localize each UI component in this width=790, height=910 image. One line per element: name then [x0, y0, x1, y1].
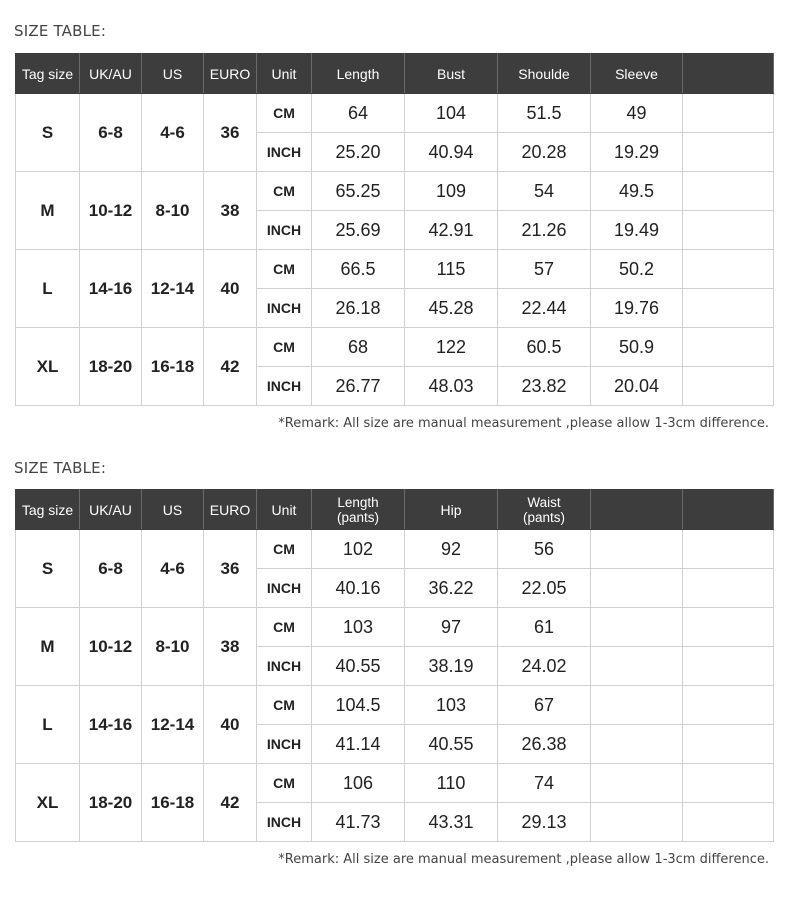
unit-inch-cell: INCH [257, 289, 312, 328]
uk-au-cell: 10-12 [80, 172, 142, 250]
uk-au-cell: 18-20 [80, 328, 142, 406]
measurement-cm-cell: 57 [498, 250, 591, 289]
us-size-cell: 8-10 [142, 608, 204, 686]
measurement-cm-cell [591, 686, 683, 725]
measurement-inch-cell [591, 647, 683, 686]
uk-au-cell: 6-8 [80, 94, 142, 172]
tag-size-cell: L [16, 686, 80, 764]
measurement-inch-cell: 40.55 [405, 725, 498, 764]
measurement-cm-cell [683, 530, 774, 569]
size-table-title-2: SIZE TABLE: [14, 459, 107, 477]
measurement-inch-cell: 26.18 [312, 289, 405, 328]
measurement-cm-cell: 61 [498, 608, 591, 647]
column-header: Length [312, 54, 405, 94]
tag-size-cell: S [16, 530, 80, 608]
unit-inch-cell: INCH [257, 367, 312, 406]
tag-size-cell: XL [16, 764, 80, 842]
table-row [16, 172, 774, 211]
table-row [16, 250, 774, 289]
measurement-cm-cell: 102 [312, 530, 405, 569]
measurement-inch-cell: 25.69 [312, 211, 405, 250]
uk-au-cell: 14-16 [80, 250, 142, 328]
measurement-inch-cell: 41.14 [312, 725, 405, 764]
tag-size-cell: XL [16, 328, 80, 406]
us-size-cell: 8-10 [142, 172, 204, 250]
measurement-cm-cell [591, 530, 683, 569]
unit-cm-cell: CM [257, 608, 312, 647]
measurement-cm-cell [683, 764, 774, 803]
measurement-cm-cell: 49.5 [591, 172, 683, 211]
measurement-cm-cell: 106 [312, 764, 405, 803]
column-header: US [142, 54, 204, 94]
measurement-inch-cell [591, 569, 683, 608]
size-table-tops [15, 53, 774, 406]
euro-size-cell: 36 [204, 94, 257, 172]
column-header: Unit [257, 490, 312, 530]
euro-size-cell: 40 [204, 250, 257, 328]
measurement-cm-cell [683, 172, 774, 211]
tag-size-cell: S [16, 94, 80, 172]
tag-size-cell: M [16, 172, 80, 250]
measurement-cm-cell: 66.5 [312, 250, 405, 289]
measurement-inch-cell [591, 725, 683, 764]
unit-cm-cell: CM [257, 686, 312, 725]
unit-inch-cell: INCH [257, 133, 312, 172]
measurement-inch-cell: 36.22 [405, 569, 498, 608]
measurement-inch-cell: 24.02 [498, 647, 591, 686]
measurement-cm-cell: 67 [498, 686, 591, 725]
unit-cm-cell: CM [257, 250, 312, 289]
unit-inch-cell: INCH [257, 211, 312, 250]
measurement-cm-cell: 92 [405, 530, 498, 569]
unit-cm-cell: CM [257, 530, 312, 569]
measurement-inch-cell: 26.77 [312, 367, 405, 406]
measurement-cm-cell [683, 250, 774, 289]
measurement-inch-cell: 22.05 [498, 569, 591, 608]
table-row [16, 764, 774, 803]
measurement-inch-cell [683, 289, 774, 328]
measurement-cm-cell: 51.5 [498, 94, 591, 133]
column-header [683, 54, 774, 94]
measurement-inch-cell: 25.20 [312, 133, 405, 172]
unit-cm-cell: CM [257, 94, 312, 133]
measurement-cm-cell: 54 [498, 172, 591, 211]
column-header: Length (pants) [312, 490, 405, 530]
us-size-cell: 4-6 [142, 530, 204, 608]
measurement-cm-cell [591, 764, 683, 803]
measurement-cm-cell [683, 608, 774, 647]
measurement-inch-cell: 38.19 [405, 647, 498, 686]
column-header: Hip [405, 490, 498, 530]
measurement-inch-cell: 48.03 [405, 367, 498, 406]
measurement-cm-cell: 104.5 [312, 686, 405, 725]
measurement-inch-cell: 26.38 [498, 725, 591, 764]
measurement-inch-cell: 22.44 [498, 289, 591, 328]
table-row [16, 530, 774, 569]
unit-cm-cell: CM [257, 764, 312, 803]
column-header: EURO [204, 490, 257, 530]
unit-cm-cell: CM [257, 328, 312, 367]
us-size-cell: 12-14 [142, 686, 204, 764]
measurement-inch-cell [683, 725, 774, 764]
measurement-inch-cell: 45.28 [405, 289, 498, 328]
euro-size-cell: 38 [204, 608, 257, 686]
measurement-cm-cell: 60.5 [498, 328, 591, 367]
euro-size-cell: 40 [204, 686, 257, 764]
measurement-inch-cell: 29.13 [498, 803, 591, 842]
measurement-cm-cell: 65.25 [312, 172, 405, 211]
measurement-inch-cell [591, 803, 683, 842]
column-header: Waist (pants) [498, 490, 591, 530]
measurement-cm-cell: 68 [312, 328, 405, 367]
measurement-inch-cell [683, 647, 774, 686]
measurement-cm-cell: 56 [498, 530, 591, 569]
us-size-cell: 4-6 [142, 94, 204, 172]
measurement-cm-cell: 109 [405, 172, 498, 211]
uk-au-cell: 6-8 [80, 530, 142, 608]
table-header-row [16, 490, 774, 530]
measurement-inch-cell: 40.16 [312, 569, 405, 608]
column-header: Sleeve [591, 54, 683, 94]
measurement-inch-cell: 19.76 [591, 289, 683, 328]
size-table-pants [15, 489, 774, 842]
table-row [16, 328, 774, 367]
measurement-cm-cell: 104 [405, 94, 498, 133]
column-header [683, 490, 774, 530]
measurement-cm-cell: 97 [405, 608, 498, 647]
uk-au-cell: 18-20 [80, 764, 142, 842]
measurement-inch-cell: 23.82 [498, 367, 591, 406]
column-header: US [142, 490, 204, 530]
column-header: UK/AU [80, 54, 142, 94]
measurement-inch-cell: 43.31 [405, 803, 498, 842]
measurement-inch-cell: 19.29 [591, 133, 683, 172]
size-table-title-1: SIZE TABLE: [14, 22, 107, 40]
measurement-inch-cell [683, 803, 774, 842]
uk-au-cell: 10-12 [80, 608, 142, 686]
measurement-cm-cell: 74 [498, 764, 591, 803]
us-size-cell: 16-18 [142, 328, 204, 406]
measurement-inch-cell: 40.94 [405, 133, 498, 172]
measurement-cm-cell [683, 686, 774, 725]
measurement-cm-cell: 49 [591, 94, 683, 133]
column-header: Unit [257, 54, 312, 94]
measurement-inch-cell: 40.55 [312, 647, 405, 686]
column-header: EURO [204, 54, 257, 94]
measurement-cm-cell [683, 94, 774, 133]
tag-size-cell: M [16, 608, 80, 686]
measurement-cm-cell: 103 [312, 608, 405, 647]
column-header [591, 490, 683, 530]
measurement-cm-cell: 50.9 [591, 328, 683, 367]
measurement-inch-cell [683, 133, 774, 172]
euro-size-cell: 38 [204, 172, 257, 250]
unit-inch-cell: INCH [257, 647, 312, 686]
us-size-cell: 16-18 [142, 764, 204, 842]
unit-cm-cell: CM [257, 172, 312, 211]
table-header-row [16, 54, 774, 94]
measurement-cm-cell: 122 [405, 328, 498, 367]
column-header: Bust [405, 54, 498, 94]
measurement-cm-cell [591, 608, 683, 647]
us-size-cell: 12-14 [142, 250, 204, 328]
measurement-cm-cell: 64 [312, 94, 405, 133]
euro-size-cell: 42 [204, 764, 257, 842]
measurement-inch-cell: 42.91 [405, 211, 498, 250]
uk-au-cell: 14-16 [80, 686, 142, 764]
table-row [16, 94, 774, 133]
tag-size-cell: L [16, 250, 80, 328]
remark-2: *Remark: All size are manual measurement ,please allow 1-3cm difference. [278, 852, 769, 867]
remark-1: *Remark: All size are manual measurement ,please allow 1-3cm difference. [278, 416, 769, 431]
measurement-inch-cell [683, 211, 774, 250]
euro-size-cell: 36 [204, 530, 257, 608]
measurement-inch-cell [683, 367, 774, 406]
measurement-inch-cell [683, 569, 774, 608]
measurement-cm-cell: 50.2 [591, 250, 683, 289]
measurement-cm-cell: 115 [405, 250, 498, 289]
measurement-inch-cell: 20.28 [498, 133, 591, 172]
measurement-cm-cell: 103 [405, 686, 498, 725]
unit-inch-cell: INCH [257, 569, 312, 608]
measurement-inch-cell: 21.26 [498, 211, 591, 250]
measurement-inch-cell: 20.04 [591, 367, 683, 406]
measurement-cm-cell [683, 328, 774, 367]
column-header: Tag size [16, 54, 80, 94]
unit-inch-cell: INCH [257, 803, 312, 842]
column-header: Tag size [16, 490, 80, 530]
table-row [16, 608, 774, 647]
column-header: UK/AU [80, 490, 142, 530]
measurement-cm-cell: 110 [405, 764, 498, 803]
measurement-inch-cell: 41.73 [312, 803, 405, 842]
measurement-inch-cell: 19.49 [591, 211, 683, 250]
euro-size-cell: 42 [204, 328, 257, 406]
unit-inch-cell: INCH [257, 725, 312, 764]
table-row [16, 686, 774, 725]
column-header: Shoulde [498, 54, 591, 94]
